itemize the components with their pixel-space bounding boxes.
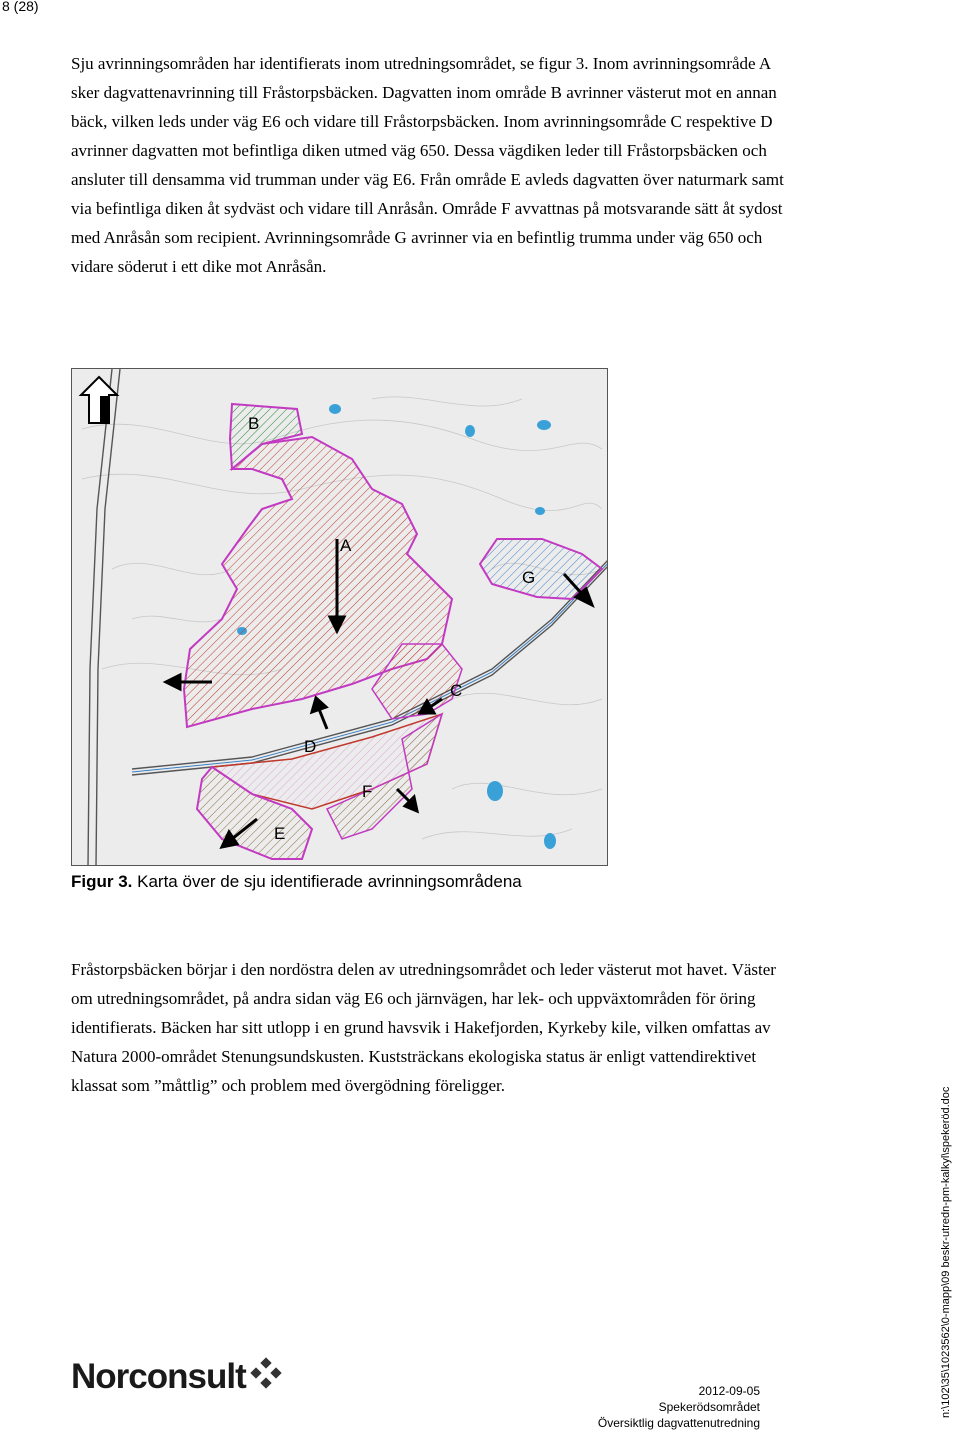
body-paragraph-1: Sju avrinningsområden har identifierats inom utredningsområdet, se figur 3. Inom avrinningsområde A sker dagvattenavrinning till Fråstorpsbäcken. Dagvatten inom område B avrinner västerut mot en annan bäck, vilken leds under väg E6 och vidare till Fråstorpsbäcken. Inom avrinningsområde C respektive D avrinner dagvatten mot befintliga diken utmed väg 650. Dessa vägdiken leder till Fråstorpsbäcken och ansluter till densamma vid trumman under väg E6. Från område E avleds dagvatten över naturmark samt via befintliga diken åt sydväst och vidare till Anråsån. Område F avvattnas på motsvarande sätt åt sydost med Anråsån som recipient. Avrinningsområde G avrinner via en befintlig trumma under väg 650 och vidare söderut i ett dike mot Anråsån. (71, 54, 784, 276)
figure-caption-text: Karta över de sju identifierade avrinningsområdena (132, 872, 522, 891)
area-label-e: E (274, 824, 286, 843)
file-path: n:\102\35\1023562\0-mapp\09 beskr-utredn-pm-kalkyl\spekeröd.doc (940, 1086, 952, 1418)
footer-doc-title: Översiktlig dagvattenutredning (597, 1416, 760, 1430)
logo-text: Norconsult (71, 1357, 246, 1396)
norconsult-logo (71, 1352, 290, 1402)
area-label-d: D (304, 737, 317, 756)
body-paragraph-2: Fråstorpsbäcken börjar i den nordöstra delen av utredningsområdet och leder västerut mot havet. Väster om utredningsområdet, på andra sidan väg E6 och järnvägen, har lek- och uppväxtområden för öring identifierats. Bäcken har sitt utlopp i en grund havsvik i Hakefjorden, Kyrkeby kile, vilken omfattas av Natura 2000-området Stenungsundskusten. Kuststräckans ekologiska status är enligt vattendirektivet klassat som ”måttlig” och problem med övergödning föreligger. (71, 960, 776, 1095)
footer-info (598, 1383, 760, 1431)
footer-date: 2012-09-05 (698, 1384, 760, 1398)
area-label-g: G (522, 568, 536, 587)
area-label-f: F (362, 782, 373, 801)
figure-number: Figur 3. (71, 872, 133, 891)
area-label-c: C (450, 681, 463, 700)
map-figure (72, 369, 608, 866)
area-label-a: A (340, 536, 352, 555)
catchment-map (71, 368, 608, 866)
page-number: 8 (28) (2, 0, 39, 14)
figure-caption (71, 872, 522, 892)
footer-project: Spekerödsområdet (658, 1400, 760, 1414)
area-label-b: B (248, 414, 260, 433)
logo-diamond-icon (250, 1357, 290, 1397)
